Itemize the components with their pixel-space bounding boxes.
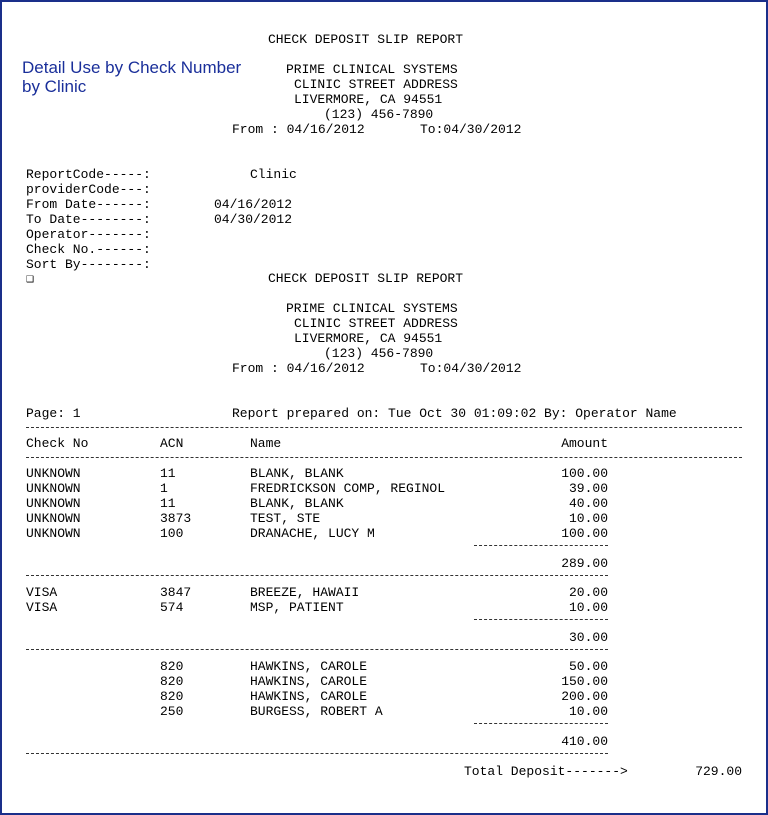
row-name: MSP, PATIENT [250,600,344,615]
city-state-zip: LIVERMORE, CA 94551 [294,331,443,346]
row-amount: 100.00 [561,526,608,541]
criteria-label: ReportCode-----: [26,167,151,182]
criteria-value: 04/16/2012 [214,197,293,212]
row-amount: 39.00 [568,481,608,496]
group-divider [26,753,608,754]
row-name: BURGESS, ROBERT A [250,704,383,719]
subtotal-rule [474,545,608,546]
row-name: HAWKINS, CAROLE [250,689,368,704]
street-address: CLINIC STREET ADDRESS [294,316,458,331]
from-date: From : 04/16/2012 [232,122,365,137]
phone-number: (123) 456-7890 [324,346,434,361]
report-title: CHECK DEPOSIT SLIP REPORT [268,271,464,286]
criteria-label: To Date--------: [26,212,151,227]
row-name: HAWKINS, CAROLE [250,674,368,689]
row-check-no: VISA [26,600,58,615]
box-icon: ❑ [26,271,34,286]
row-check-no: UNKNOWN [26,481,81,496]
row-name: BLANK, BLANK [250,496,344,511]
company-name: PRIME CLINICAL SYSTEMS [286,301,458,316]
row-name: DRANACHE, LUCY M [250,526,375,541]
subtotal-rule [474,619,608,620]
report-caption [22,58,241,96]
report-title: CHECK DEPOSIT SLIP REPORT [268,32,464,47]
row-amount: 10.00 [568,704,608,719]
criteria-label: Check No.------: [26,242,151,257]
group-divider [26,649,608,650]
row-acn: 250 [160,704,184,719]
total-deposit-value: 729.00 [695,764,742,779]
criteria-label: Operator-------: [26,227,151,242]
row-amount: 50.00 [568,659,608,674]
prepared-info: Report prepared on: Tue Oct 30 01:09:02 By: Operator Name [232,406,677,421]
col-header-check-no: Check No [26,436,89,451]
row-acn: 100 [160,526,184,541]
divider [26,427,742,428]
row-amount: 200.00 [561,689,608,704]
row-amount: 10.00 [568,600,608,615]
col-header-amount: Amount [561,436,608,451]
from-date: From : 04/16/2012 [232,361,365,376]
row-name: HAWKINS, CAROLE [250,659,368,674]
total-deposit-label: Total Deposit-------> [464,764,628,779]
caption-line-1: Detail Use by Check Number [22,58,242,77]
row-acn: 820 [160,674,184,689]
group-subtotal: 410.00 [561,734,608,749]
row-acn: 574 [160,600,184,615]
to-date: To:04/30/2012 [420,361,522,376]
divider [26,457,742,458]
row-acn: 820 [160,659,184,674]
caption-line-2: by Clinic [22,77,87,96]
row-amount: 10.00 [568,511,608,526]
criteria-value: 04/30/2012 [214,212,293,227]
row-check-no: UNKNOWN [26,511,81,526]
row-acn: 11 [160,466,176,481]
col-header-acn: ACN [160,436,184,451]
row-acn: 3873 [160,511,192,526]
street-address: CLINIC STREET ADDRESS [294,77,458,92]
city-state-zip: LIVERMORE, CA 94551 [294,92,443,107]
row-acn: 11 [160,496,176,511]
row-amount: 40.00 [568,496,608,511]
row-check-no: UNKNOWN [26,526,81,541]
col-header-name: Name [250,436,282,451]
company-name: PRIME CLINICAL SYSTEMS [286,62,458,77]
row-amount: 100.00 [561,466,608,481]
group-divider [26,575,608,576]
row-name: BLANK, BLANK [250,466,344,481]
row-acn: 820 [160,689,184,704]
group-subtotal: 289.00 [561,556,608,571]
criteria-value: Clinic [250,167,297,182]
row-name: TEST, STE [250,511,321,526]
group-subtotal: 30.00 [568,630,608,645]
criteria-label: providerCode---: [26,182,151,197]
row-check-no: VISA [26,585,58,600]
criteria-label: From Date------: [26,197,151,212]
page-number: Page: 1 [26,406,81,421]
row-check-no: UNKNOWN [26,466,81,481]
row-name: BREEZE, HAWAII [250,585,360,600]
criteria-label: Sort By--------: [26,257,151,272]
row-amount: 150.00 [561,674,608,689]
row-check-no: UNKNOWN [26,496,81,511]
row-acn: 1 [160,481,168,496]
phone-number: (123) 456-7890 [324,107,434,122]
subtotal-rule [474,723,608,724]
row-name: FREDRICKSON COMP, REGINOL [250,481,446,496]
row-acn: 3847 [160,585,192,600]
to-date: To:04/30/2012 [420,122,522,137]
row-amount: 20.00 [568,585,608,600]
